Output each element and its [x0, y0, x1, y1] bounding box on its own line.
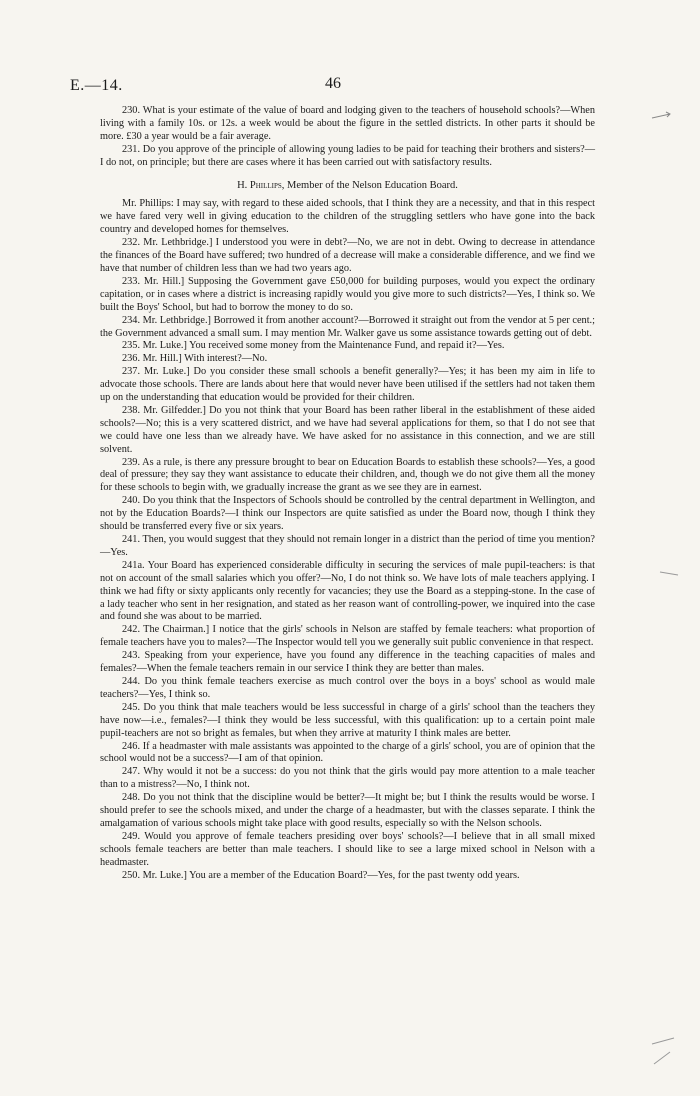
paragraph: 242. The Chairman.] I notice that the girls' schools in Nelson are staffed by female teachers: what proportion of female teachers have you to males?—The Inspector would tell you we generally suit public convenience in that respect. — [100, 624, 595, 649]
paragraph: 231. Do you approve of the principle of allowing young ladies to be paid for teaching their brothers and sisters?—I do not, on principle; but there are cases where it has been carried out with satisfactory results. — [100, 143, 595, 168]
document-reference: E.—14. — [70, 77, 123, 94]
paragraph: 230. What is your estimate of the value of board and lodging given to the teachers of household schools?—When living with a family 10s. or 12s. a week would be about the figure in the settled districts. In other parts it should be more. £30 a year would be a fair average. — [100, 105, 595, 142]
margin-mark-icon — [648, 1034, 678, 1070]
page-header — [70, 77, 630, 97]
paragraph: 234. Mr. Lethbridge.] Borrowed it from another account?—Borrowed it straight out from the vendor at 5 per cent.; the Government advanced a small sum. I may mention Mr. Walker gave us some assistance towards getting out of debt. — [100, 314, 595, 339]
paragraph: 241. Then, you would suggest that they should not remain longer in a district than the period of time you mention?—Yes. — [100, 534, 595, 558]
paragraph: 241a. Your Board has experienced considerable difficulty in securing the services of male pupil-teachers: is that not on account of the small salaries which you offer?—No, I do not think so. We have lots of male teachers applying. I think we had fifty or sixty applicants only recently for vacancies; they use the Board as a stepping-stone. In the case of a lady teacher who sent in her resignation, and stated as her reason want of controlling-power, we inquired into the case and found she was about to be married. — [100, 559, 595, 623]
paragraph: 239. As a rule, is there any pressure brought to bear on Education Boards to establish these schools?—Yes, a good deal of pressure; they say they want assistance to educate their children, and, though we do not give them all the money for these schools to begin with, we gradually increase the grant as we see they are in earnest. — [100, 456, 595, 494]
paragraph: 250. Mr. Luke.] You are a member of the Education Board?—Yes, for the past twenty odd years. — [122, 869, 520, 881]
paragraph: 246. If a headmaster with male assistants was appointed to the charge of a girls' school, you are of opinion that the school would not be a success?—I am of that opinion. — [100, 740, 595, 765]
paragraph: 236. Mr. Hill.] With interest?—No. — [122, 353, 268, 365]
paragraph: 235. Mr. Luke.] You received some money from the Maintenance Fund, and repaid it?—Yes. — [122, 340, 505, 352]
page-number: 46 — [325, 75, 341, 92]
paragraph: 247. Why would it not be a success: do you not think that the girls would pay more attention to a male teacher than to a mistress?—No, I think not. — [100, 766, 595, 791]
paragraph: 245. Do you think that male teachers would be less successful in charge of a girls' school than the teachers they have now—i.e., females?—I think they would be less successful, with this qualification: up to a certain point male pupil-teachers are not so bright as females, but when they arrive at maturity I think males are better. — [100, 701, 595, 739]
paragraph: 240. Do you think that the Inspectors of Schools should be controlled by the central department in Wellington, and not by the Education Boards?—I think our Inspectors are quite satisfied as under the Board now, though I think they should be transferred every five or six years. — [100, 495, 595, 533]
paragraph: 238. Mr. Gilfedder.] Do you not think that your Board has been rather liberal in the establishment of these aided schools?—No; this is a very scattered district, and we have had several applications for them, so that I do not see that we could have one less than we already have. We have asked for no assistance in this connection, and we are still solvent. — [100, 404, 595, 455]
paragraph: 244. Do you think female teachers exercise as much control over the boys in a boys' school as would male teachers?—Yes, I think so. — [100, 675, 595, 700]
speaker-heading — [100, 180, 595, 193]
paragraph: 248. Do you not think that the discipline would be better?—It might be; but I think the results would be worse. I should prefer to see the schools mixed, and under the charge of a headmaster, but with the classes separate. I think the amalgamation of various schools might take place with good results, especially so with the Nelson schools. — [100, 792, 595, 829]
margin-mark-icon — [650, 108, 674, 122]
paragraph: 237. Mr. Luke.] Do you consider these small schools a benefit generally?—Yes; it has been my aim in life to advocate those schools. There are lands about here that would never have been utilised if the settlers had not taken them up on the understanding that education would be provided for their children. — [100, 366, 595, 404]
paragraph: 249. Would you approve of female teachers presiding over boys' schools?—I believe that in all small mixed schools female teachers are better than male teachers. I should like to see a large mixed school in Nelson with a headmaster. — [100, 830, 595, 868]
speaker-name: H. Phillips — [237, 179, 282, 191]
paragraph: 233. Mr. Hill.] Supposing the Government gave £50,000 for building purposes, would you expect the ordinary capitation, or in cases where a district is increasing rapidly would you give more to such districts?—Yes, I think so. We built the Boys' School, but had to borrow the money to do so. — [100, 275, 595, 313]
margin-mark-icon — [658, 566, 682, 580]
document-body — [100, 105, 595, 882]
paragraph: 232. Mr. Lethbridge.] I understood you were in debt?—No, we are not in debt. Owing to decrease in attendance the finances of the Board have suffered; two hundred of a decrease will make a considerable difference, and we find we have that number of children less than we had two years ago. — [100, 237, 595, 274]
speaker-affiliation: , Member of the Nelson Education Board. — [281, 179, 458, 191]
paragraph: Mr. Phillips: I may say, with regard to these aided schools, that I think they are a necessity, and that in this respect we have fared very well in giving education to the children of the struggling settlers who have gone into the back country and developed homes for themselves. — [100, 198, 595, 236]
paragraph: 243. Speaking from your experience, have you found any difference in the teaching capacities of males and females?—When the female teachers remain in our service I think they are better than males. — [100, 650, 595, 675]
